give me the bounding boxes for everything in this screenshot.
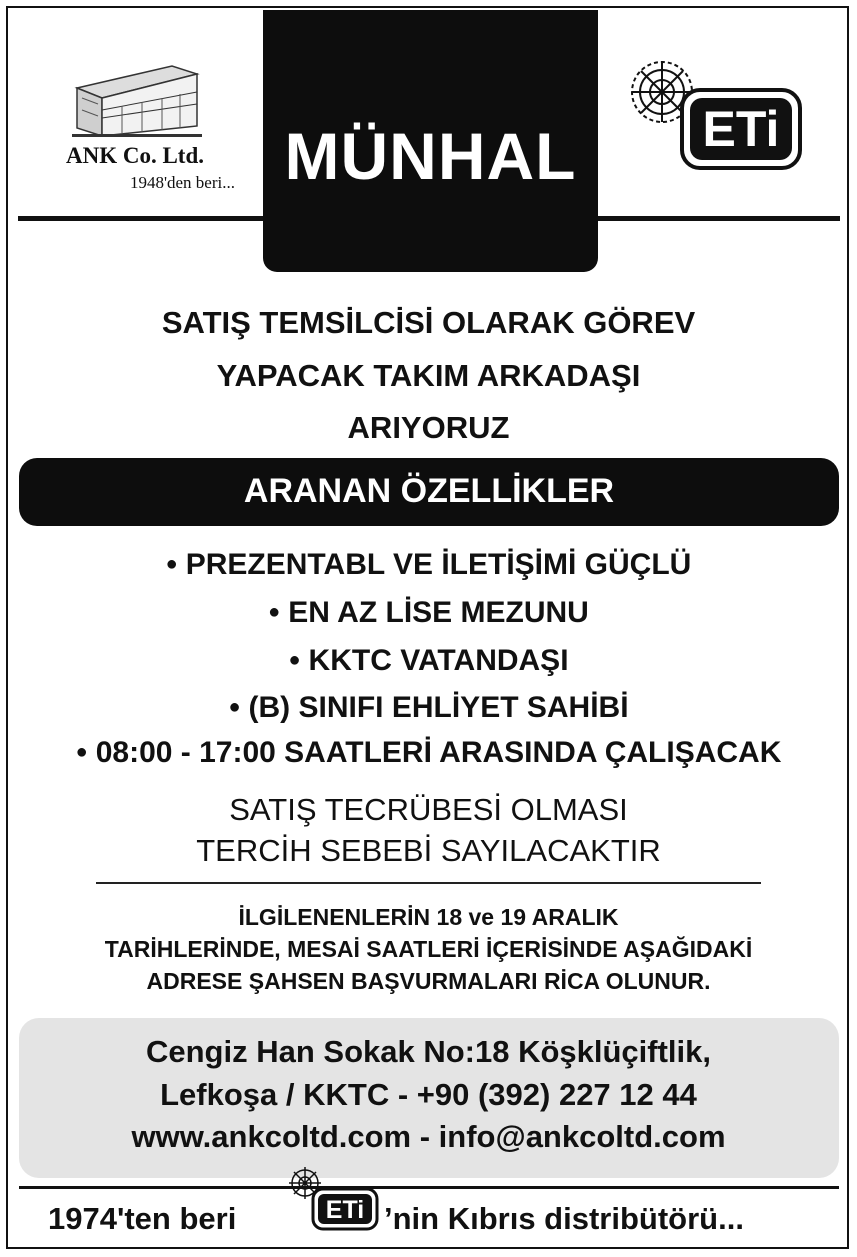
list-item: ● KKTC VATANDAŞI xyxy=(288,644,569,677)
section-divider xyxy=(96,882,761,884)
headline-line-3: ARIYORUZ xyxy=(347,410,510,445)
building-icon xyxy=(72,48,202,138)
bullet-icon: ● xyxy=(75,741,88,763)
company-name: ANK Co. Ltd. xyxy=(65,143,204,168)
headline-line-2: YAPACAK TAKIM ARKADAŞI xyxy=(216,358,641,393)
eti-emblem-icon xyxy=(620,50,805,175)
list-item: ● PREZENTABL VE İLETİŞİMİ GÜÇLÜ xyxy=(165,548,692,581)
application-line-1: İLGİLENENLERİN 18 ve 19 ARALIK xyxy=(238,904,619,930)
application-line-2: TARİHLERİNDE, MESAİ SAATLERİ İÇERİSİNDE AŞAĞIDAKİ xyxy=(104,936,753,962)
svg-text:ETi: ETi xyxy=(325,1196,365,1224)
contact-address: Cengiz Han Sokak No:18 Köşklüçiftlik, xyxy=(145,1034,712,1069)
company-logo xyxy=(40,48,235,208)
eti-logo xyxy=(620,50,805,175)
bullet-icon: ● xyxy=(228,696,241,718)
title-banner xyxy=(263,10,598,272)
eti-small-logo-icon xyxy=(283,1163,383,1233)
contact-web-email: www.ankcoltd.com - info@ankcoltd.com xyxy=(131,1119,726,1154)
contact-city-phone: Lefkoşa / KKTC - +90 (392) 227 12 44 xyxy=(160,1077,697,1112)
footer-since: 1974'ten beri xyxy=(48,1201,237,1236)
list-item: ● (B) SINIFI EHLİYET SAHİBİ xyxy=(228,691,629,724)
requirements-title: ARANAN ÖZELLİKLER xyxy=(243,472,615,510)
eti-logo-text: ETi xyxy=(702,101,780,157)
preference-line-2: TERCİH SEBEBİ SAYILACAKTIR xyxy=(196,833,661,868)
requirements-banner xyxy=(19,458,839,526)
list-item: ● 08:00 - 17:00 SAATLERİ ARASINDA ÇALIŞACAK xyxy=(75,736,782,769)
page-title: MÜNHAL xyxy=(284,119,577,193)
footer-rule xyxy=(19,1186,839,1189)
application-line-3: ADRESE ŞAHSEN BAŞVURMALARI RİCA OLUNUR. xyxy=(146,968,711,994)
bullet-icon: ● xyxy=(288,649,301,671)
company-since: 1948'den beri... xyxy=(129,173,235,192)
footer-distributor: ’nin Kıbrıs distribütörü... xyxy=(384,1201,744,1236)
list-item: ● EN AZ LİSE MEZUNU xyxy=(268,596,589,629)
bullet-icon: ● xyxy=(268,601,281,623)
bullet-icon: ● xyxy=(165,553,178,575)
headline-line-1: SATIŞ TEMSİLCİSİ OLARAK GÖREV xyxy=(161,305,696,340)
preference-line-1: SATIŞ TECRÜBESİ OLMASI xyxy=(229,792,628,827)
